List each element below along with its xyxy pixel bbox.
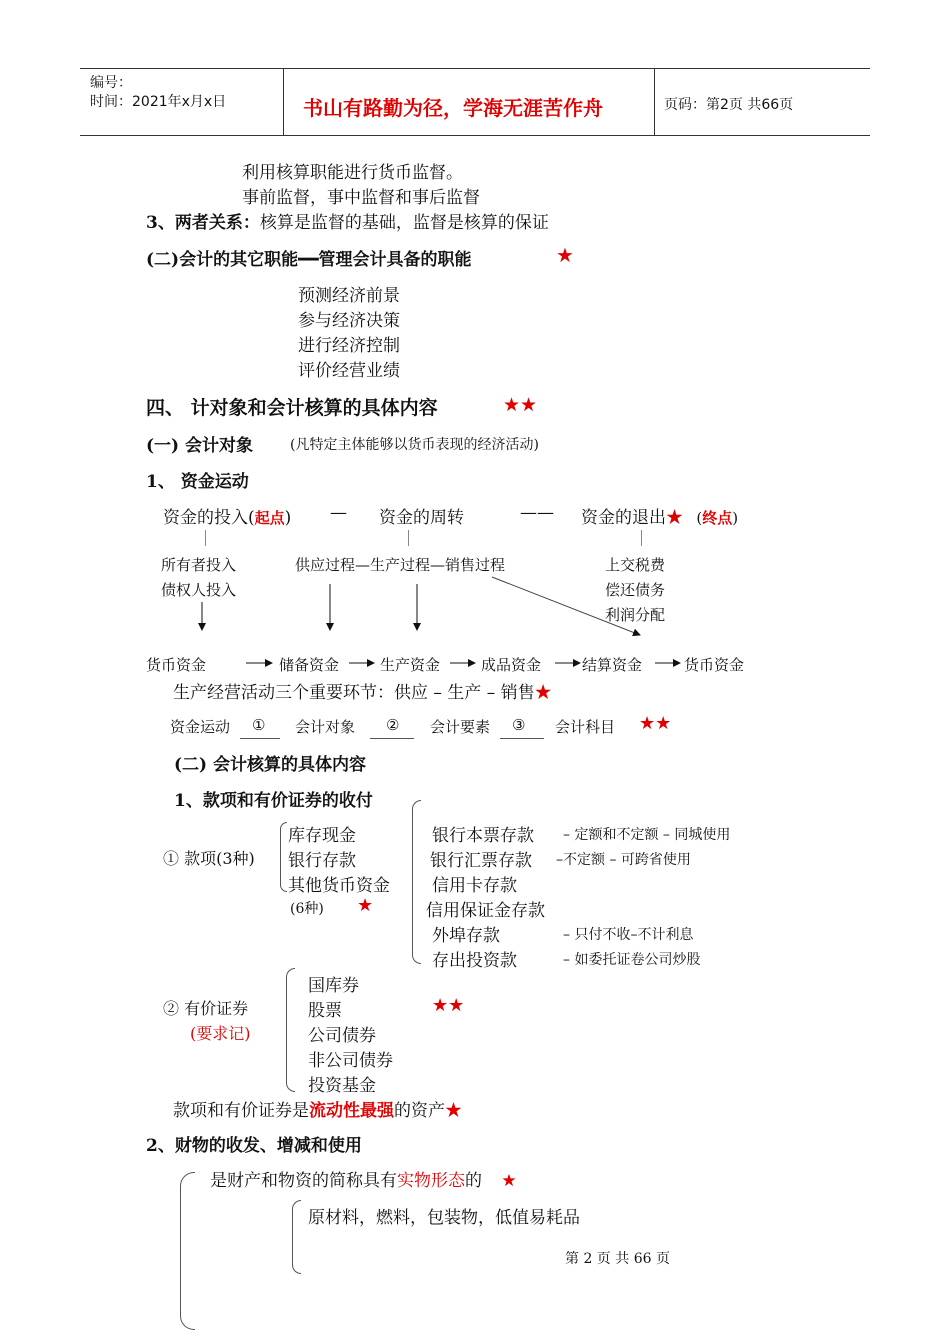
relation-text: 核算是监督的基础，监督是核算的保证 xyxy=(259,213,549,233)
accounting-object-note: (凡特定主体能够以货币表现的经济活动) xyxy=(290,437,539,453)
other-funds-note: – 如委托证卷公司炒股 xyxy=(563,952,701,968)
seq-item: 会计对象 xyxy=(295,718,356,736)
line-currency-supervision: 利用核算职能进行货币监督。 xyxy=(242,163,463,183)
seq-item: 会计科目 xyxy=(555,718,616,736)
brace xyxy=(412,800,421,964)
underline xyxy=(370,738,414,739)
flow-turnover-label: 资金的周转 xyxy=(379,508,464,528)
chain-node: 结算资金 xyxy=(582,656,643,674)
page-footer: 第 2 页 共 66 页 xyxy=(565,1251,670,1267)
chain-node: 货币资金 xyxy=(146,656,207,674)
star-icon: ★ xyxy=(501,1171,517,1191)
owner-input: 所有者投入 xyxy=(161,556,237,574)
other-funds-item: 信用保证金存款 xyxy=(426,901,545,921)
chain-node: 生产资金 xyxy=(380,656,441,674)
double-star-icon: ★★ xyxy=(503,394,538,416)
star-icon: ★ xyxy=(357,895,374,916)
star-icon: ★ xyxy=(556,243,574,267)
section-four-title: 四、 计对象和会计核算的具体内容 xyxy=(146,397,438,419)
payments-securities-title: 1、款项和有价证券的收付 xyxy=(174,791,373,811)
flow-dash: —— xyxy=(520,503,554,523)
mgmt-item: 预测经济前景 xyxy=(298,286,400,306)
seq-item: 会计要素 xyxy=(430,718,491,736)
exit-tax: 上交税费 xyxy=(605,556,666,574)
materials-list: 原材料，燃料，包装物，低值易耗品 xyxy=(308,1208,580,1228)
accounting-object-title: (一) 会计对象 xyxy=(146,436,254,456)
mgmt-item: 进行经济控制 xyxy=(298,336,400,356)
exit-debt: 偿还债务 xyxy=(605,581,666,599)
flow-dash: — xyxy=(330,503,347,523)
securities-label: ② 有价证券 xyxy=(163,999,249,1018)
other-funds-item: 信用卡存款 xyxy=(432,876,517,896)
chain-node: 成品资金 xyxy=(481,656,542,674)
star-icon: ★ xyxy=(666,508,683,528)
seq-num: ① xyxy=(252,716,266,734)
relation-heading: 3、两者关系： xyxy=(146,213,260,233)
star-icon: ★ xyxy=(534,683,552,703)
other-funds-note: –不定额 – 可跨省使用 xyxy=(556,852,691,868)
liquidity-statement: 款项和有价证券是流动性最强的资产★ xyxy=(173,1101,462,1121)
flow-input-label: 资金的投入(起点) xyxy=(163,508,292,528)
six-kinds-label: (6种) xyxy=(290,901,324,917)
section-other-functions-title: (二)会计的其它职能━━管理会计具备的职能 xyxy=(146,250,472,270)
securities-required-label: (要求记) xyxy=(190,1024,251,1043)
other-funds-note: – 定额和不定额 – 同城使用 xyxy=(563,827,731,843)
brace xyxy=(280,822,287,892)
cash-item: 银行存款 xyxy=(288,851,356,871)
seq-num: ③ xyxy=(512,716,526,734)
page-info: 页码：第2页 共66页 xyxy=(664,97,794,113)
security-item: 非公司债券 xyxy=(308,1051,393,1071)
other-funds-item: 银行本票存款 xyxy=(432,826,534,846)
double-star-icon: ★★ xyxy=(639,713,672,734)
time-label: 时间：2021年x月x日 xyxy=(90,94,227,110)
star-icon: ★ xyxy=(445,1101,462,1121)
cash-items-label: ① 款项(3种) xyxy=(163,849,255,868)
other-funds-item: 银行汇票存款 xyxy=(430,851,532,871)
flow-exit-label: 资金的退出★ (终点) xyxy=(581,508,739,528)
other-funds-item: 存出投资款 xyxy=(432,951,517,971)
fund-movement-title: 1、 资金运动 xyxy=(146,472,249,492)
mgmt-item: 参与经济决策 xyxy=(298,311,400,331)
security-item: 股票 xyxy=(308,1001,342,1021)
header-motto: 书山有路勤为径，学海无涯苦作舟 xyxy=(303,96,603,120)
property-definition: 是财产和物资的简称具有实物形态的 ★ xyxy=(210,1171,517,1191)
cash-item: 库存现金 xyxy=(288,826,356,846)
creditor-input: 债权人投入 xyxy=(161,581,237,599)
double-star-icon: ★★ xyxy=(432,995,465,1016)
brace xyxy=(292,1200,301,1274)
process-chain: 供应过程—生产过程—销售过程 xyxy=(295,556,506,574)
underline xyxy=(500,738,544,739)
bookkeeping-content-title: (二) 会计核算的具体内容 xyxy=(174,755,367,775)
other-funds-item: 外埠存款 xyxy=(432,926,500,946)
security-item: 国库券 xyxy=(308,976,359,996)
chain-node: 储备资金 xyxy=(279,656,340,674)
brace xyxy=(286,968,295,1092)
other-funds-note: – 只付不收–不计利息 xyxy=(563,927,694,943)
seq-num: ② xyxy=(386,716,400,734)
brace xyxy=(180,1172,195,1330)
security-item: 投资基金 xyxy=(308,1076,376,1096)
seq-item: 资金运动 xyxy=(170,718,231,736)
cash-item: 其他货币资金 xyxy=(288,876,390,896)
chain-node: 货币资金 xyxy=(684,656,745,674)
three-key-stages: 生产经营活动三个重要环节：供应 – 生产 – 销售★ xyxy=(173,683,552,703)
underline xyxy=(240,738,280,739)
doc-number-label: 编号： xyxy=(90,75,132,91)
mgmt-item: 评价经营业绩 xyxy=(298,361,400,381)
security-item: 公司债券 xyxy=(308,1026,376,1046)
exit-profit: 利润分配 xyxy=(605,606,666,624)
property-title: 2、财物的收发、增减和使用 xyxy=(146,1136,362,1156)
line-supervision-stages: 事前监督，事中监督和事后监督 xyxy=(242,188,480,208)
